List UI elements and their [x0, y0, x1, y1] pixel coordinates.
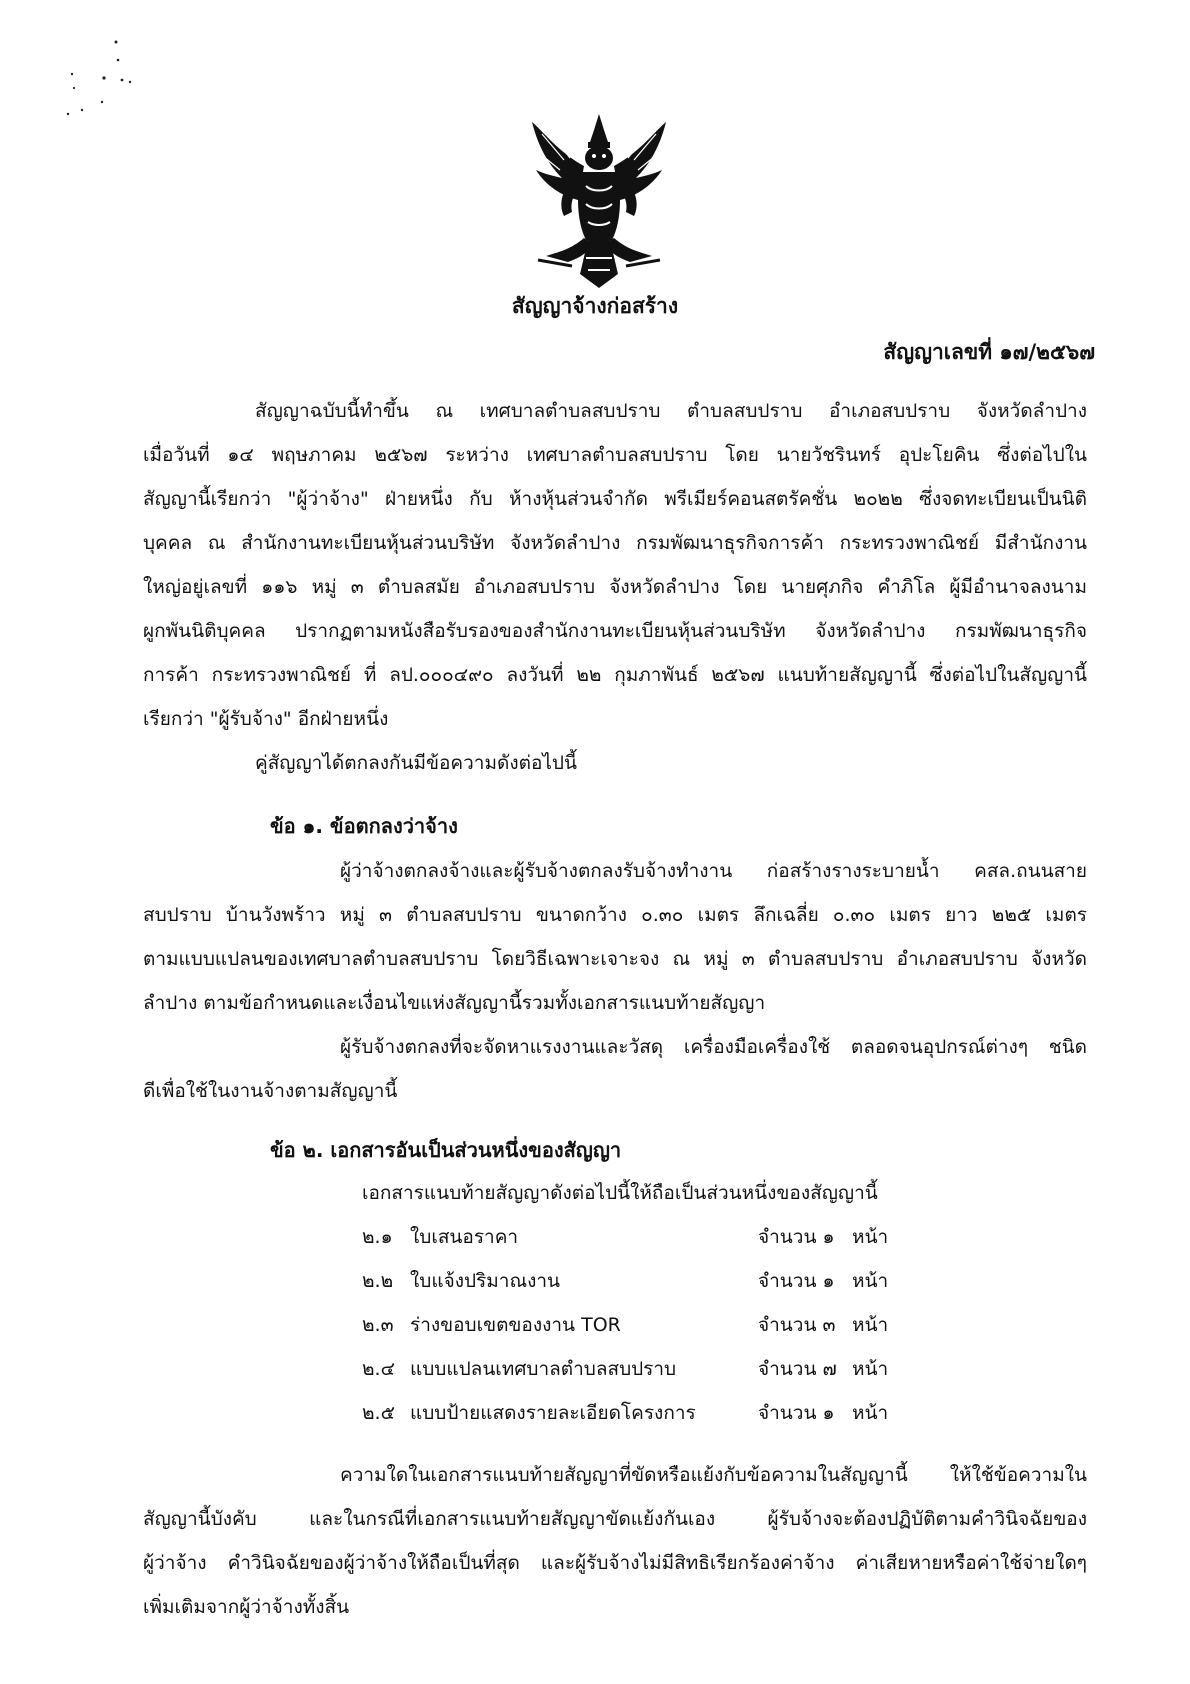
attachment-name: ใบเสนอราคา: [410, 1226, 519, 1248]
preamble-line: เมื่อวันที่ ๑๔ พฤษภาคม ๒๕๖๗ ระหว่าง เทศบาลตำบลสบปราบ โดย นายวัชรินทร์ อุปะโยคิน ซึ่งต่อไปใน: [143, 444, 1087, 466]
clause-2-intro: เอกสารแนบท้ายสัญญาดังต่อไปนี้ให้ถือเป็นส่วนหนึ่งของสัญญานี้: [362, 1182, 878, 1204]
attachment-number: ๒.๕: [362, 1402, 395, 1424]
preamble-line: เรียกว่า "ผู้รับจ้าง" อีกฝ่ายหนึ่ง: [143, 708, 389, 730]
clause-2-heading: ข้อ ๒. เอกสารอันเป็นส่วนหนึ่งของสัญญา: [270, 1138, 622, 1162]
preamble-line: บุคคล ณ สำนักงานทะเบียนหุ้นส่วนบริษัท จังหวัดลำปาง กรมพัฒนาธุรกิจการค้า กระทรวงพาณิชย์ มีสำนักงาน: [143, 532, 1087, 554]
clause-1-heading: ข้อ ๑. ข้อตกลงว่าจ้าง: [270, 814, 458, 838]
clause-1-line: ผู้ว่าจ้างตกลงจ้างและผู้รับจ้างตกลงรับจ้างทำงาน ก่อสร้างรางระบายน้ำ คสล.ถนนสาย: [340, 860, 1087, 882]
attachment-unit: หน้า: [852, 1270, 889, 1292]
attachment-unit: หน้า: [852, 1226, 889, 1248]
attachment-number: ๒.๓: [362, 1314, 394, 1336]
attachment-unit: หน้า: [852, 1402, 889, 1424]
clause-2-closing-line: เพิ่มเติมจากผู้ว่าจ้างทั้งสิ้น: [143, 1596, 350, 1618]
attachment-count: จำนวน ๓: [758, 1314, 836, 1336]
garuda-emblem-icon: [528, 112, 670, 292]
preamble-line: ผูกพันนิติบุคคล ปรากฏตามหนังสือรับรองของสำนักงานทะเบียนหุ้นส่วนบริษัท จังหวัดลำปาง กรมพัฒนาธุรกิจ: [143, 620, 1087, 642]
attachment-name: ใบแจ้งปริมาณงาน: [410, 1270, 561, 1292]
clause-1-line: ตามแบบแปลนของเทศบาลตำบลสบปราบ โดยวิธีเฉพาะเจาะจง ณ หมู่ ๓ ตำบลสบปราบ อำเภอสบปราบ จังหวัด: [143, 948, 1087, 970]
clause-2-closing-line: ผู้ว่าจ้าง คำวินิจฉัยของผู้ว่าจ้างให้ถือเป็นที่สุด และผู้รับจ้างไม่มีสิทธิเรียกร้องค่าจ้าง ค่าเสียหายหรือค่าใช้จ่ายใดๆ: [143, 1552, 1087, 1574]
attachment-count: จำนวน ๑: [758, 1270, 835, 1292]
attachment-number: ๒.๑: [362, 1226, 393, 1248]
attachment-name: แบบป้ายแสดงรายละเอียดโครงการ: [410, 1402, 696, 1424]
attachment-number: ๒.๒: [362, 1270, 394, 1292]
clause-1-line: ลำปาง ตามข้อกำหนดและเงื่อนไขแห่งสัญญานี้รวมทั้งเอกสารแนบท้ายสัญญา: [143, 992, 766, 1014]
preamble-line: ใหญ่อยู่เลขที่ ๑๑๖ หมู่ ๓ ตำบลสมัย อำเภอสบปราบ จังหวัดลำปาง โดย นายศุภกิจ คำภิโล ผู้มีอำนาจลงนาม: [143, 576, 1087, 598]
preamble-line: การค้า กระทรวงพาณิชย์ ที่ ลป.๐๐๐๔๙๐ ลงวันที่ ๒๒ กุมภาพันธ์ ๒๕๖๗ แนบท้ายสัญญานี้ ซึ่งต่อไปในสัญญานี้: [143, 664, 1087, 686]
clause-2-closing-line: สัญญานี้บังคับ และในกรณีที่เอกสารแนบท้ายสัญญาขัดแย้งกันเอง ผู้รับจ้างจะต้องปฏิบัติตามคำวินิจฉัยของ: [143, 1508, 1087, 1530]
clause-1-line: สบปราบ บ้านวังพร้าว หมู่ ๓ ตำบลสบปราบ ขนาดกว้าง ๐.๓๐ เมตร ลึกเฉลี่ย ๐.๓๐ เมตร ยาว ๒๒๕ เมตร: [143, 904, 1087, 926]
contract-number: สัญญาเลขที่ ๑๗/๒๕๖๗: [883, 340, 1095, 364]
preamble-line: สัญญานี้เรียกว่า "ผู้ว่าจ้าง" ฝ่ายหนึ่ง กับ ห้างหุ้นส่วนจำกัด พรีเมียร์คอนสตรัคชั่น ๒๐๒๒ ซึ่งจดทะเบียนเป็นนิติ: [143, 488, 1087, 510]
clause-2-closing-line: ความใดในเอกสารแนบท้ายสัญญาที่ขัดหรือแย้งกับข้อความในสัญญานี้ ให้ใช้ข้อความใน: [340, 1464, 1087, 1486]
agreement-intro: คู่สัญญาได้ตกลงกันมีข้อความดังต่อไปนี้: [255, 752, 577, 774]
attachment-name: ร่างขอบเขตของงาน TOR: [410, 1314, 621, 1336]
document-title: สัญญาจ้างก่อสร้าง: [511, 294, 679, 318]
clause-1-line: ดีเพื่อใช้ในงานจ้างตามสัญญานี้: [143, 1080, 398, 1102]
attachment-name: แบบแปลนเทศบาลตำบลสบปราบ: [410, 1358, 677, 1380]
attachment-number: ๒.๔: [362, 1358, 395, 1380]
attachment-count: จำนวน ๑: [758, 1226, 835, 1248]
clause-1-line: ผู้รับจ้างตกลงที่จะจัดหาแรงงานและวัสดุ เครื่องมือเครื่องใช้ ตลอดจนอุปกรณ์ต่างๆ ชนิด: [340, 1036, 1087, 1058]
attachment-count: จำนวน ๑: [758, 1402, 835, 1424]
attachment-unit: หน้า: [852, 1358, 889, 1380]
attachment-count: จำนวน ๗: [758, 1358, 837, 1380]
preamble-line: สัญญาฉบับนี้ทำขึ้น ณ เทศบาลตำบลสบปราบ ตำบลสบปราบ อำเภอสบปราบ จังหวัดลำปาง: [255, 400, 1087, 422]
scan-specks: [60, 38, 160, 128]
attachment-unit: หน้า: [852, 1314, 889, 1336]
